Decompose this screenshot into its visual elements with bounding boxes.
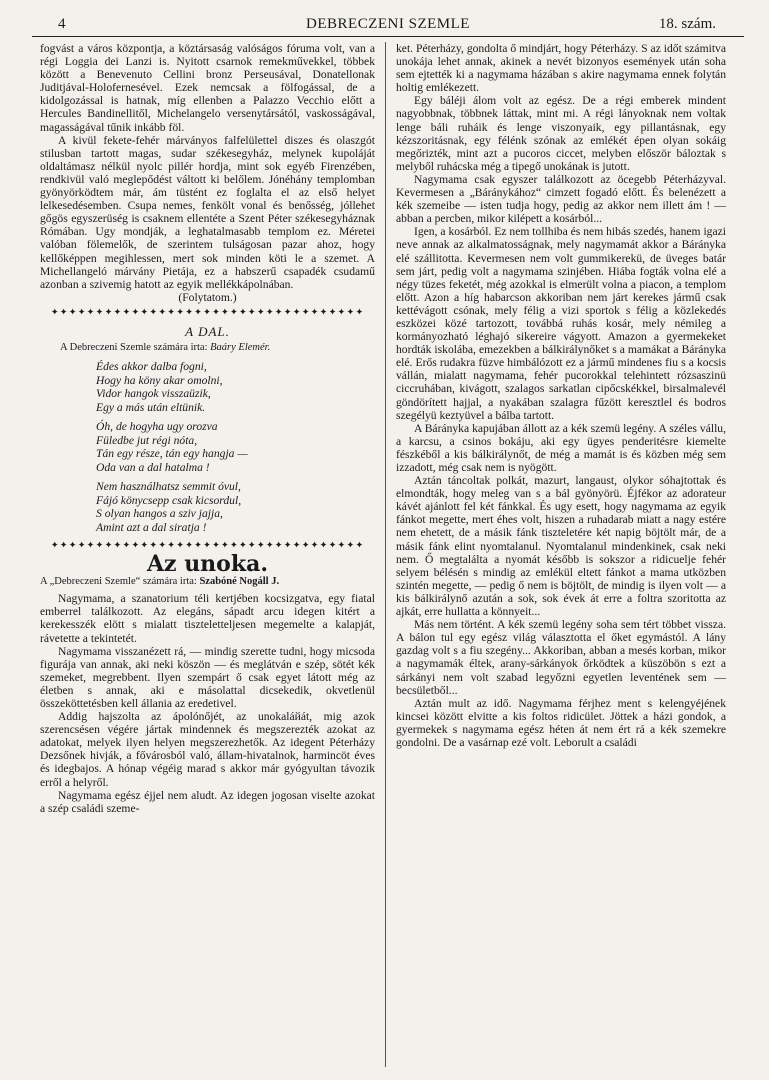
story-paragraph: Nagymama csak egyszer találkozott az öcegebb Péterházyval. Kevermesen a „Báránykához“ cimzett fogadó előtt. És belenézett a kék szemeibe — isten tudja hogy, pedig az akkor nem illett ám ! — abban a percben, mikor kilépett a kosárból... bbox=[396, 172, 726, 226]
poem-title: A DAL. bbox=[185, 323, 230, 339]
story-paragraph: Nagymama visszanézett rá, — mindig szerette tudni, hogy micsoda figurája van annak, aki neki köszön — és meglátván e szép, sötét kék szemeket, megrebbent. Ilyen szempárt ő csak egyet látott még az életben s annak, aki e másolattal dicsekedik, okvetlenül összeköttetésben kell állania az eredetivel. bbox=[40, 644, 375, 710]
article-paragraph: fogvást a város központja, a köztársaság valóságos fóruma volt, van a régi Loggia dei Lanzi is. Nyitott csarnok remekművekkel, többek között a Benevenuto Cellini bronz Perseusával, Donatellonak Juditjával-Holofernesével. Ezek nemcsak a fölfogással, de a kidolgozással is hatnak, míg ellenben a Palazzo Vecchio előtt a Hercules Bandinellitől, Michelangelo versenytársától, vaskosságával, magasságával tűnik inkább föl. bbox=[40, 42, 375, 134]
poem-stanza bbox=[96, 420, 375, 474]
poem-line: Tán egy része, tán egy hangja — bbox=[96, 447, 248, 461]
story-paragraph: Addig hajszolta az ápolónőjét, az unokaláйát, mig azok szerencsésen végére jártak mindennek és megszerezték azokat az adatokat, melyek ilyen helyen megszerezhetők. Az idegent Péterházy Dezsőnek hivják, a fővárosból való, állam-hivatalnok, harmincöt éves és idegbajos. A hónap végéig marad s akkor már gyógyultan távozik erről a helyről. bbox=[40, 710, 375, 789]
byline-prefix: A „Debreczeni Szemle“ számára irta: bbox=[40, 576, 197, 588]
poem-byline bbox=[60, 341, 375, 354]
story-paragraph: A Bárányka kapujában állott az a kék szemü legény. A széles vállu, a karcsu, a csinos bokáju, aki egy ügyes penderitésre kiemelte fészkéből a kis bálkirálynőt, de még a mamát is és közben még sem izzadott, még csak nem is nyögött. bbox=[396, 421, 726, 474]
story-paragraph: Aztán táncoltak polkát, mazurt, langaust, olykor sóhajtottak és elmondták, hogy meleg van s a bál gyönyörü. Éjfékor az adorateur kávét ajánlott fel két fánkkal. És ugy esett, hogy nagymama az egyik fánkot megette, mert éhes volt, hiszen a ruhadarab miatt a nagy estére nem ehetett, de a másik fánk tiszteletére két napig böjtölt már, de a másik fánk elint nyomtalanul. Nyomtalanul mindenkinek, csak neki nem. Ő megtalálta a nyomát később is sokszor a ridicuelje fehér selyem bélésén s mindig az emlékül eltett fánkot a mama utközben szintén megette, — pedig ő nem is böjtölt, de mindig is ilyen volt — a kis bálkirálynő azután a sok, sok évek át erre a foltra szoritotta az ajkát, erre hullatta a könnyeit... bbox=[396, 474, 726, 619]
poem-line: Édes akkor dalba fogni, bbox=[96, 360, 207, 374]
poem-line: Vidor hangok visszaüzik, bbox=[96, 387, 211, 401]
story-paragraph: Egy báléji álom volt az egész. De a régi emberek mindent nagyobbnak, többnek láttak, mint mi. A régi lányoknak nem voltak lenge báli ruháik és lenge viszonyaik, egy pillantásnak, egy kézszoritásnak, egy félénk szónak az emlékét épen olyan sokáig megőrizték, mint azt a pucoros ciccet, melyben először báloztak s melyből ruhácska még a tipegő unokának is jutott. bbox=[396, 94, 726, 173]
poem-line: Óh, de hogyha ugy orozva bbox=[96, 420, 218, 434]
byline-prefix: A Debreczeni Szemle számára irta: bbox=[60, 341, 208, 353]
story-byline bbox=[40, 575, 375, 588]
left-column bbox=[40, 42, 375, 815]
issue-number: 18. szám. bbox=[658, 16, 716, 32]
journal-title: DEBRECZENI SZEMLE bbox=[306, 16, 470, 32]
article-paragraph: A kivül fekete-fehér márványos falfelülettel diszes és olaszgót stilusban tartott magas, sudar székesegyház, melynek kupoláját oldaltámasz nélkül nyolc pillér hordja, mint sok egyéb Firenzében, rendkivül való meglepődést váltott ki belőlem. Jónéhány templomban gyönyörködtem már, ám tüstént ez foglalta el az első helyet lelkesedésemben. Csupa nemes, fenkölt vonal és benősség, jóllehet gőgös egyszerüség is csaknem ellentéte a Szent Péter székesegyháznak Rómában. Ugy mondják, a leghatalmasabb templom ez. Méretei valóban fölemelők, de szerintem tulságosan pazar ahoz, hogy kellőképpen megihlessen, mert sok minden köti le a szemet. A Michellangeló márvány Pietája, ez a habszerű csapadék csudamű azonban a szivemig hatott az egyik mellékkápolnában. bbox=[40, 133, 375, 291]
story-paragraph: Nagymama, a szanatorium téli kertjében kocsizgatva, egy fiatal emberrel találkozott. Az elegáns, sápadt arcu idegen kitért a kerekesszék elött s mialatt tiszteletteljesen megemelte a kalapját, rávetette a tekintetét. bbox=[40, 592, 375, 645]
ornamental-divider: ✦✦✦✦✦✦✦✦✦✦✦✦✦✦✦✦✦✦✦✦✦✦✦✦✦✦✦✦✦✦✦✦✦✦✦ bbox=[50, 307, 365, 318]
poem-line: Füledbe jut régi nóta, bbox=[96, 433, 198, 447]
poem-line: Hogy ha köny akar omolni, bbox=[96, 373, 223, 387]
poem-line: Oda van a dal hatalma ! bbox=[96, 460, 210, 474]
poem-stanza bbox=[96, 360, 375, 414]
story-paragraph: Más nem történt. A kék szemü legény soha sem tért többet vissza. A bálon tul egy egész világ választotta el őket egymástól. A lány gazdag volt s a fiu szegény... Akkoriban, abban a mesés korban, mikor a nagymamák éltek, arany-sárkányok őrködtek a küszöbön s ezt a sárkányi nem volt szabad legyőzni egyetlen leventének sem — becsületből... bbox=[396, 618, 726, 697]
poem-stanza bbox=[96, 480, 375, 534]
story-paragraph: Nagymama egész éjjel nem aludt. Az idegen jogosan viselte azokat a szép családi szeme- bbox=[40, 788, 375, 815]
continued-note: (Folytatom.) bbox=[178, 290, 237, 304]
story-paragraph: ket. Péterházy, gondolta ő mindjárt, hogy Péterházy. S az időt számitva unokája lehet annak, akinek a nevét bizonyos események után soha sem ejtették ki a nagymama házában s akire nagymama ennek folytán holtig emlékezett. bbox=[396, 42, 726, 95]
story-title: Az unoka. bbox=[146, 551, 269, 578]
poem-line: Amint azt a dal siratja ! bbox=[96, 520, 207, 534]
story-author: Szabóné Nogáll J. bbox=[199, 576, 280, 588]
poem-line: Fájó könycsepp csak kicsordul, bbox=[96, 493, 242, 507]
poem-author: Baáry Elemér. bbox=[210, 341, 271, 353]
ornamental-divider: ✦✦✦✦✦✦✦✦✦✦✦✦✦✦✦✦✦✦✦✦✦✦✦✦✦✦✦✦✦✦✦✦✦✦✦ bbox=[50, 541, 365, 552]
poem-line: S olyan hangos a sziv jajja, bbox=[96, 507, 223, 521]
story-paragraph: Igen, a kosárból. Ez nem tollhiba és nem hibás szedés, hanem igazi neve annak az alkalmatosságnak, mely nagymamát akkor a Bárányka elé szállitotta. Kevermesen nem volt gummikerekü, de üveges batár sem járt, pedig volt a nagymama szinjében. Hiába fogták volna elé a négy tüzes feketét, még azokkal is elmerült volna a piacon, a templom előtt. Azon a híg habarcson akkoriban nem járt kerekes jármű csak kettévágott csónak, mely félig a vizi sportok s félig a közlekedés eszközei közé tartozott, továbbá ruhás kosár, mely némileg a kormányozható léghajó sikereire vágyott. Amazon a gyermekeket hordták iskolába, emezekben a bálkirálynőket s a mamákat a Bárányka elé. Erős rudakra füzve himbálózott ez a jármű mindenes fiu s a kocsis vállán, mialatt nagymama, fehér pucorokkal telehintett rózsaszinü ciccruhában, kivágott, szalagos sarkatlan cipőcskékkel, birsalmalevél göndörített hajjal, a nyakában szalagra fűzött keresztlel és bodros szegélyü keztyüvel a bálba tartott. bbox=[396, 225, 726, 422]
page-header bbox=[32, 10, 744, 37]
story-paragraph: Aztán mult az idő. Nagymama férjhez ment s kelengyéjének kincsei között elvitte a kis foltos ridicület. Jöttek a házi gondok, a gyermekek s nagymama egész héten át nem ért rá a kék szemekre gondolni. De a vasárnap ezé volt. Leborult a családi bbox=[396, 696, 726, 749]
poem-line: Egy a más után eltünik. bbox=[96, 400, 206, 414]
poem-line: Nem használhatsz semmit óvul, bbox=[96, 480, 241, 494]
right-column bbox=[396, 42, 726, 749]
page-number: 4 bbox=[58, 16, 66, 32]
column-divider bbox=[385, 42, 386, 1067]
